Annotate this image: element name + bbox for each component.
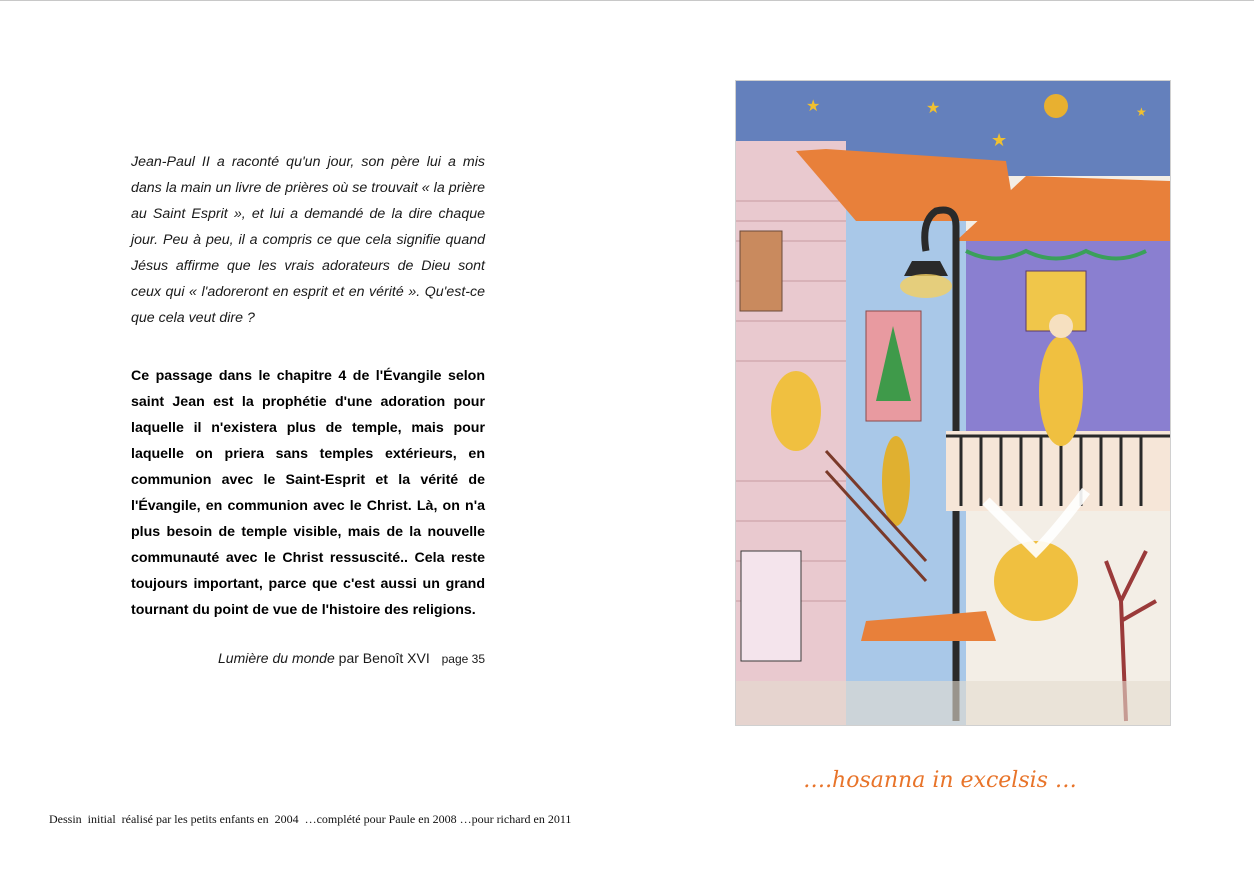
drawing-credit: Dessin initial réalisé par les petits enfants en 2004 …complété pour Paule en 2008 …pour richard en 2011 [49,812,572,826]
angel-trumpeter [882,436,910,526]
photo-frame [740,231,782,311]
angel-singer [1039,336,1083,446]
star-4: ★ [1136,105,1147,119]
star-2: ★ [926,100,941,117]
citation-author: par Benoît XVI [338,650,430,666]
star-1: ★ [806,98,821,115]
answer-paragraph: Ce passage dans le chapitre 4 de l'Évangile selon saint Jean est la prophétie d'une adoration pour laquelle il n'existera plus de temple, mais pour laquelle on priera sans temples extérieurs, en communion avec le Saint-Esprit et la vérité de l'Évangile, en communion avec le Christ. Là, on n'a plus besoin de temple visible, mais de la nouvelle communauté avec le Christ ressuscité.. Cela reste toujours important, parce que c'est aussi un grand tournant du point de vue de l'histoire des religions. [131,368,485,618]
star-3: ★ [991,130,1008,150]
citation-page: page 35 [441,652,485,666]
citation [131,650,485,666]
children-drawing [735,80,1171,726]
citation-book-title: Lumière du monde [218,650,335,666]
ground [736,681,1170,725]
angel-singer-head [1049,314,1073,338]
drawing-caption: ….hosanna in excelsis … [803,768,1077,793]
drawing-illustration [736,81,1170,725]
bottom-window [741,551,801,661]
top-border [0,0,1254,1]
interview-question: Jean-Paul II a raconté qu'un jour, son père lui a mis dans la main un livre de prières où se trouvait « la prière au Saint Esprit », et lui a demandé de la dire chaque jour. Peu à peu, il a compris ce que cela signifie quand Jésus affirme que les vrais adorateurs de Dieu sont ceux qui « l'adoreront en esprit et en vérité ». Qu'est-ce que cela veut dire ? [131,154,485,326]
moon [1044,94,1068,118]
lamp-glow [900,274,952,298]
angel-guitarist [771,371,821,451]
